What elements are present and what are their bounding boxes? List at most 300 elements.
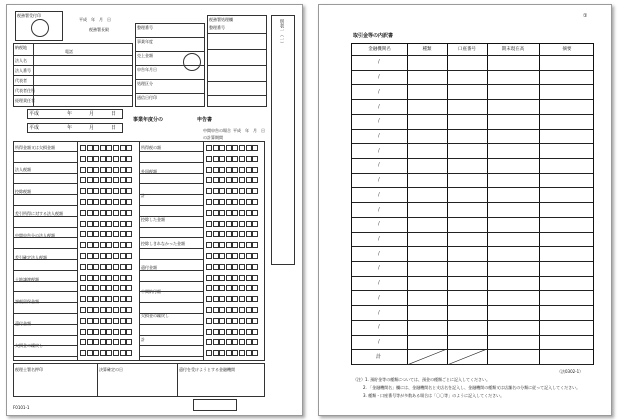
digit-cell xyxy=(93,339,99,345)
digit-cell xyxy=(206,167,212,173)
digit-cell xyxy=(113,253,119,259)
digit-cell xyxy=(126,231,132,237)
era-year: 平成 xyxy=(29,111,40,117)
digit-cell xyxy=(126,296,132,302)
digit-cell xyxy=(120,156,126,162)
row-marker: / xyxy=(378,118,380,125)
left-digit-row xyxy=(80,242,133,248)
digit-cell xyxy=(232,285,238,291)
digit-cell xyxy=(252,145,258,151)
digit-cell xyxy=(206,253,212,259)
digit-cell xyxy=(252,339,258,345)
field-tax-address: 納税地 xyxy=(15,45,27,50)
digit-cell xyxy=(232,156,238,162)
digit-cell xyxy=(100,350,106,356)
digit-cell xyxy=(87,296,93,302)
digit-cell xyxy=(106,231,112,237)
digit-cell xyxy=(206,177,212,183)
digit-cell xyxy=(113,199,119,205)
digit-cell xyxy=(252,318,258,324)
digit-cell xyxy=(206,199,212,205)
digit-cell xyxy=(246,231,252,237)
digit-cell xyxy=(80,350,86,356)
era-mark-year: 年 xyxy=(67,111,73,117)
digit-cell xyxy=(80,199,86,205)
row-label-right-4: 控除しきれなかった金額 xyxy=(141,241,185,246)
digit-cell xyxy=(213,156,219,162)
footer-label-1: 決算確定の日 xyxy=(99,367,123,372)
digit-cell xyxy=(213,285,219,291)
table-row-line xyxy=(352,217,593,218)
digit-cell xyxy=(126,329,132,335)
digit-cell xyxy=(239,296,245,302)
digit-cell xyxy=(113,210,119,216)
digit-cell xyxy=(120,329,126,335)
table-row-line xyxy=(352,232,593,233)
digit-cell xyxy=(120,231,126,237)
digit-cell xyxy=(106,285,112,291)
table-row-line xyxy=(352,276,593,277)
digit-cell xyxy=(80,177,86,183)
right-digit-row xyxy=(206,156,259,162)
digit-cell xyxy=(120,350,126,356)
mid-field-0: 整理番号 xyxy=(137,25,153,30)
digit-cell xyxy=(126,145,132,151)
digit-cell xyxy=(93,307,99,313)
digit-cell xyxy=(226,199,232,205)
digit-cell xyxy=(219,199,225,205)
right-digit-row xyxy=(206,329,259,335)
digit-cell xyxy=(219,350,225,356)
digit-cell xyxy=(226,221,232,227)
digit-cell xyxy=(206,221,212,227)
digit-cell xyxy=(106,296,112,302)
digit-cell xyxy=(206,307,212,313)
digit-cell xyxy=(219,275,225,281)
digit-cell xyxy=(252,350,258,356)
right-digit-row xyxy=(206,275,259,281)
digit-cell xyxy=(93,210,99,216)
digit-cell xyxy=(219,329,225,335)
digit-cell xyxy=(246,275,252,281)
digit-cell xyxy=(232,199,238,205)
deposit-details-statement xyxy=(318,4,612,416)
digit-cell xyxy=(232,264,238,270)
digit-cell xyxy=(113,275,119,281)
digit-cell xyxy=(93,264,99,270)
digit-cell xyxy=(87,145,93,151)
digit-cell xyxy=(252,329,258,335)
digit-cell xyxy=(226,318,232,324)
right-digit-row xyxy=(206,285,259,291)
left-digit-row xyxy=(80,231,133,237)
col-header-type: 種類 xyxy=(422,47,432,52)
row-marker: / xyxy=(378,338,380,345)
digit-cell xyxy=(206,210,212,216)
digit-cell xyxy=(126,264,132,270)
digit-cell xyxy=(226,339,232,345)
left-digit-row xyxy=(80,177,133,183)
digit-cell xyxy=(100,221,106,227)
digit-cell xyxy=(100,307,106,313)
table-row-line xyxy=(352,290,593,291)
digit-cell xyxy=(252,210,258,216)
left-digit-row xyxy=(80,145,133,151)
row-label-right-2: 計 xyxy=(141,193,145,198)
table-row-line xyxy=(352,173,593,174)
row-marker: / xyxy=(378,147,380,154)
digit-cell xyxy=(246,253,252,259)
row-label-right-0: 所得税の額 xyxy=(141,145,161,150)
digit-cell xyxy=(106,339,112,345)
digit-cell xyxy=(106,156,112,162)
digit-cell xyxy=(213,350,219,356)
note-1: 2. 「金融機関名」欄には、金融機関名と支店名を記入し、金融機関の種類又は店舗名の分類に従って記入してください。 xyxy=(363,385,581,390)
digit-cell xyxy=(232,350,238,356)
digit-cell xyxy=(246,199,252,205)
digit-cell xyxy=(239,177,245,183)
right-digit-row xyxy=(206,296,259,302)
row-label-left-3: 差引所得に対する法人税額 xyxy=(15,211,63,216)
digit-cell xyxy=(213,296,219,302)
digit-cell xyxy=(106,188,112,194)
page-number: ① xyxy=(583,13,588,19)
row-marker: / xyxy=(378,132,380,139)
digit-cell xyxy=(206,296,212,302)
digit-cell xyxy=(80,253,86,259)
row-marker: / xyxy=(378,177,380,184)
digit-cell xyxy=(206,329,212,335)
row-marker: / xyxy=(378,309,380,316)
digit-cell xyxy=(80,329,86,335)
digit-cell xyxy=(239,339,245,345)
digit-cell xyxy=(100,231,106,237)
table-row-line xyxy=(352,202,593,203)
digit-cell xyxy=(106,329,112,335)
digit-cell xyxy=(100,242,106,248)
digit-cell xyxy=(87,307,93,313)
digit-cell xyxy=(80,318,86,324)
digit-cell xyxy=(106,177,112,183)
digit-cell xyxy=(80,285,86,291)
digit-cell xyxy=(246,264,252,270)
digit-cell xyxy=(219,307,225,313)
row-label-right-6: 中間納付額 xyxy=(141,289,161,294)
field-corp-name: 法人名 xyxy=(15,58,27,63)
digit-cell xyxy=(93,231,99,237)
digit-cell xyxy=(126,285,132,291)
digit-cell xyxy=(239,329,245,335)
digit-cell xyxy=(246,242,252,248)
digit-cell xyxy=(213,145,219,151)
digit-cell xyxy=(113,231,119,237)
digit-cell xyxy=(206,285,212,291)
row-label-left-1: 法人税額 xyxy=(15,167,31,172)
digit-cell xyxy=(80,307,86,313)
total-label: 計 xyxy=(376,354,382,360)
digit-cell xyxy=(100,264,106,270)
era-mark-year-2: 年 xyxy=(67,125,73,131)
table-row-line xyxy=(352,320,593,321)
digit-cell xyxy=(219,253,225,259)
digit-cell xyxy=(87,156,93,162)
digit-cell xyxy=(100,188,106,194)
right-digit-row xyxy=(206,177,259,183)
digit-cell xyxy=(239,188,245,194)
row-marker: / xyxy=(378,324,380,331)
digit-cell xyxy=(126,188,132,194)
left-digit-row xyxy=(80,167,133,173)
row-marker: / xyxy=(378,235,380,242)
digit-cell xyxy=(120,318,126,324)
digit-cell xyxy=(206,156,212,162)
digit-cell xyxy=(93,253,99,259)
digit-cell xyxy=(87,199,93,205)
digit-cell xyxy=(252,264,258,270)
table-row-line xyxy=(352,246,593,247)
digit-cell xyxy=(206,318,212,324)
digit-cell xyxy=(120,253,126,259)
digit-cell xyxy=(120,188,126,194)
note-0: （注）1. 預貯金等の種類については、預金の種類ごとに記入してください。 xyxy=(353,377,491,382)
field-representative: 代表者 xyxy=(15,78,27,83)
table-row-line xyxy=(352,261,593,262)
mid-field-2: 売上金額 xyxy=(137,53,153,58)
digit-cell xyxy=(106,221,112,227)
digit-cell xyxy=(232,145,238,151)
left-digit-row xyxy=(80,307,133,313)
digit-cell xyxy=(93,188,99,194)
table-row-line xyxy=(352,335,593,336)
digit-cell xyxy=(219,210,225,216)
digit-cell xyxy=(93,350,99,356)
digit-cell xyxy=(93,145,99,151)
right-digit-row xyxy=(206,339,259,345)
digit-cell xyxy=(106,318,112,324)
digit-cell xyxy=(213,339,219,345)
digit-cell xyxy=(106,264,112,270)
digit-cell xyxy=(87,318,93,324)
digit-cell xyxy=(232,253,238,259)
row-label-left-9: 欠損金の繰戻し xyxy=(15,343,43,348)
digit-cell xyxy=(226,156,232,162)
digit-cell xyxy=(120,275,126,281)
digit-cell xyxy=(100,285,106,291)
form-code: F0101-1 xyxy=(13,405,30,410)
digit-cell xyxy=(93,318,99,324)
left-digit-row xyxy=(80,264,133,270)
digit-cell xyxy=(213,242,219,248)
digit-cell xyxy=(113,307,119,313)
digit-cell xyxy=(87,242,93,248)
mid-field-1: 事業年度 xyxy=(137,39,153,44)
digit-cell xyxy=(252,285,258,291)
mid-field-5: 通信日付印 xyxy=(137,95,157,100)
row-marker: / xyxy=(378,162,380,169)
digit-cell xyxy=(232,339,238,345)
row-label-right-7: 欠損金の繰戻し xyxy=(141,313,169,318)
table-row-line xyxy=(352,143,593,144)
digit-cell xyxy=(219,296,225,302)
digit-cell xyxy=(106,210,112,216)
digit-cell xyxy=(252,156,258,162)
digit-cell xyxy=(252,221,258,227)
digit-cell xyxy=(252,307,258,313)
digit-cell xyxy=(93,296,99,302)
row-label-right-1: 外国税額 xyxy=(141,169,157,174)
right-digit-row xyxy=(206,350,259,356)
left-digit-row xyxy=(80,296,133,302)
digit-cell xyxy=(80,145,86,151)
digit-cell xyxy=(106,275,112,281)
right-digit-row xyxy=(206,210,259,216)
digit-cell xyxy=(87,350,93,356)
row-marker: / xyxy=(378,280,380,287)
row-marker: / xyxy=(378,103,380,110)
row-label-right-5: 還付金額 xyxy=(141,265,157,270)
right-digit-row xyxy=(206,318,259,324)
form-title-main: 事業年度分の xyxy=(133,117,164,123)
right-digit-row xyxy=(206,145,259,151)
digit-cell xyxy=(100,210,106,216)
digit-cell xyxy=(106,145,112,151)
digit-cell xyxy=(219,339,225,345)
digit-cell xyxy=(232,307,238,313)
digit-cell xyxy=(126,253,132,259)
digit-cell xyxy=(113,242,119,248)
digit-cell xyxy=(206,145,212,151)
digit-cell xyxy=(246,285,252,291)
left-digit-row xyxy=(80,210,133,216)
era-mark-month-2: 月 xyxy=(89,125,95,131)
table-row-line xyxy=(352,55,593,56)
digit-cell xyxy=(246,188,252,194)
digit-cell xyxy=(239,264,245,270)
digit-cell xyxy=(226,307,232,313)
digit-cell xyxy=(246,167,252,173)
fiscal-start-date xyxy=(27,109,123,119)
row-marker: / xyxy=(378,250,380,257)
digit-cell xyxy=(226,350,232,356)
digit-cell xyxy=(206,242,212,248)
digit-cell xyxy=(226,177,232,183)
digit-cell xyxy=(120,264,126,270)
digit-cell xyxy=(239,231,245,237)
digit-cell xyxy=(126,275,132,281)
digit-cell xyxy=(80,264,86,270)
digit-cell xyxy=(87,210,93,216)
digit-cell xyxy=(93,221,99,227)
mid-field-4: 処理区分 xyxy=(137,81,153,86)
digit-cell xyxy=(87,253,93,259)
digit-cell xyxy=(219,285,225,291)
digit-cell xyxy=(213,188,219,194)
digit-cell xyxy=(100,167,106,173)
digit-cell xyxy=(113,318,119,324)
digit-cell xyxy=(219,177,225,183)
digit-cell xyxy=(87,177,93,183)
digit-cell xyxy=(252,275,258,281)
col-header-bank: 金融機関名 xyxy=(368,47,391,52)
digit-cell xyxy=(126,199,132,205)
fiscal-end-date xyxy=(27,123,123,133)
digit-cell xyxy=(120,339,126,345)
row-label-left-2: 控除税額 xyxy=(15,189,31,194)
digit-cell xyxy=(252,167,258,173)
digit-cell xyxy=(93,167,99,173)
digit-cell xyxy=(239,145,245,151)
form-title-suffix: 申告書 xyxy=(197,117,213,123)
digit-cell xyxy=(226,275,232,281)
digit-cell xyxy=(120,210,126,216)
digit-cell xyxy=(246,329,252,335)
corporate-tax-return-form xyxy=(6,4,303,416)
digit-cell xyxy=(232,210,238,216)
era-mark-day: 日 xyxy=(111,111,117,117)
digit-cell xyxy=(219,167,225,173)
digit-cell xyxy=(113,339,119,345)
digit-cell xyxy=(120,221,126,227)
digit-cell xyxy=(113,156,119,162)
digit-cell xyxy=(226,242,232,248)
digit-cell xyxy=(213,167,219,173)
digit-cell xyxy=(239,275,245,281)
digit-cell xyxy=(100,339,106,345)
digit-cell xyxy=(120,177,126,183)
digit-cell xyxy=(80,231,86,237)
digit-cell xyxy=(206,275,212,281)
digit-cell xyxy=(80,221,86,227)
digit-cell xyxy=(219,221,225,227)
row-marker: / xyxy=(378,294,380,301)
digit-cell xyxy=(87,329,93,335)
digit-cell xyxy=(213,199,219,205)
digit-cell xyxy=(100,199,106,205)
digit-cell xyxy=(252,296,258,302)
table-row-line xyxy=(352,187,593,188)
digit-cell xyxy=(239,285,245,291)
fiscal-label: の計算期間 xyxy=(203,135,223,140)
row-marker: / xyxy=(378,221,380,228)
digit-cell xyxy=(226,167,232,173)
right-digit-row xyxy=(206,307,259,313)
digit-cell xyxy=(120,199,126,205)
digit-cell xyxy=(213,264,219,270)
digit-cell xyxy=(246,156,252,162)
digit-cell xyxy=(232,275,238,281)
row-marker: / xyxy=(378,74,380,81)
digit-cell xyxy=(80,296,86,302)
col-header-account: 口座番号 xyxy=(458,47,476,52)
digit-cell xyxy=(87,339,93,345)
digit-cell xyxy=(213,177,219,183)
digit-cell xyxy=(113,177,119,183)
digit-cell xyxy=(106,307,112,313)
digit-cell xyxy=(246,145,252,151)
digit-cell xyxy=(93,285,99,291)
date-line: 平成 年 月 日 xyxy=(79,17,111,22)
left-digit-row xyxy=(80,156,133,162)
table-row-line xyxy=(352,114,593,115)
digit-cell xyxy=(232,329,238,335)
digit-cell xyxy=(252,253,258,259)
digit-cell xyxy=(80,210,86,216)
left-digit-row xyxy=(80,188,133,194)
footer-label-0: 税理士署名押印 xyxy=(15,367,43,372)
footer-label-2: 還付を受けようとする金融機関 xyxy=(179,367,235,372)
digit-cell xyxy=(100,318,106,324)
digit-cell xyxy=(106,350,112,356)
